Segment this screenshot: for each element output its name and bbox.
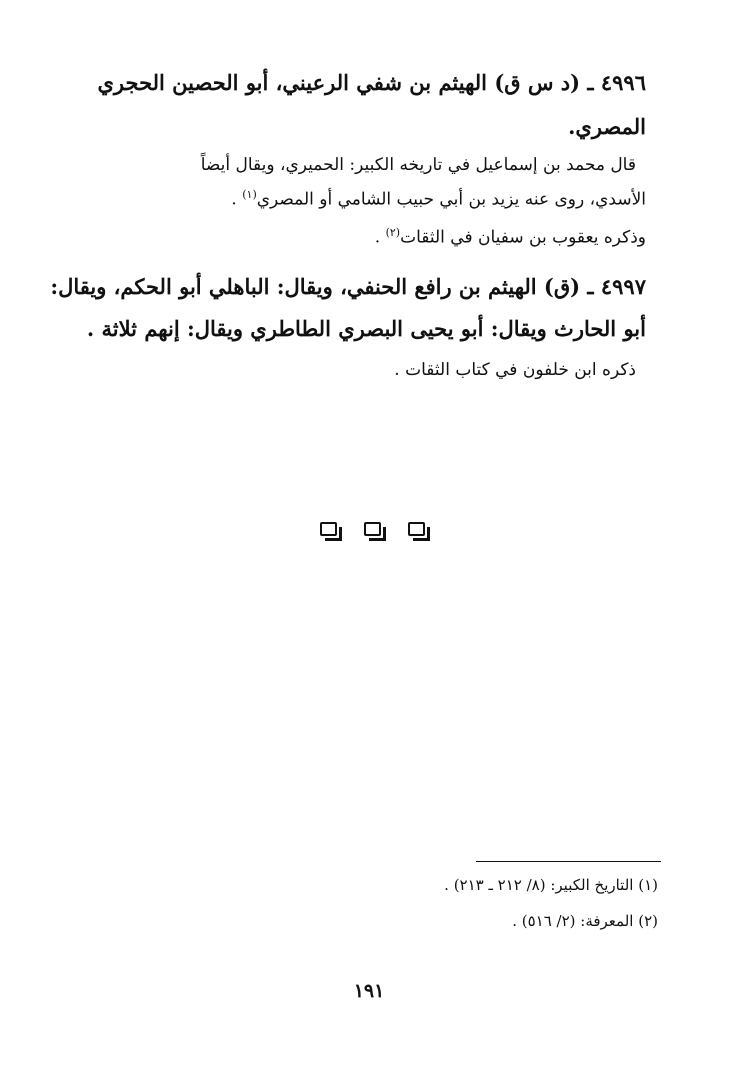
entry-4997-heading-line-2: أبو الحارث ويقال: أبو يحيى البصري الطاطري ويقال: إنهم ثلاثة . bbox=[86, 316, 646, 341]
entry-4996-body-line-2-end: . bbox=[231, 189, 243, 210]
entry-4996-body-line-3-end: . bbox=[374, 227, 386, 248]
entry-4996-heading-line-2: المصري. bbox=[568, 114, 646, 139]
footnote-2: (٢) المعرفة: (٢/ ٥١٦) . bbox=[512, 912, 658, 930]
entry-4996-body-line-2 bbox=[80, 188, 646, 210]
footnote-1: (١) التاريخ الكبير: (٨/ ٢١٢ ـ ٢١٣) . bbox=[444, 876, 658, 894]
page-number: ١٩١ bbox=[353, 980, 385, 1002]
entry-4997-heading-line-1: ٤٩٩٧ ـ (ق) الهيثم بن رافع الحنفي، ويقال: الباهلي أبو الحكم، ويقال: bbox=[50, 274, 646, 299]
section-end-ornament bbox=[320, 522, 430, 548]
entry-4997-body-line-1: ذكره ابن خلفون في كتاب الثقات . bbox=[394, 360, 636, 380]
ornament-box-icon bbox=[408, 522, 430, 540]
entry-4996-body-line-2-text: الأسدي، روى عنه يزيد بن أبي حبيب الشامي أو المصري bbox=[256, 189, 646, 210]
footnote-ref-2: (٢) bbox=[385, 226, 401, 239]
entry-4996-body-line-3-text: وذكره يعقوب بن سفيان في الثقات bbox=[400, 227, 646, 248]
ornament-box-icon bbox=[320, 522, 342, 540]
footnote-ref-1: (١) bbox=[242, 188, 257, 201]
ornament-box-icon bbox=[364, 522, 386, 540]
entry-4996-body-line-1: قال محمد بن إسماعيل في تاريخه الكبير: الحميري، ويقال أيضاً bbox=[200, 155, 636, 175]
entry-4996-body-line-3 bbox=[80, 226, 646, 248]
footnote-separator bbox=[476, 861, 661, 862]
entry-4996-heading-line-1: ٤٩٩٦ ـ (د س ق) الهيثم بن شفي الرعيني، أبو الحصين الحجري bbox=[97, 70, 646, 95]
